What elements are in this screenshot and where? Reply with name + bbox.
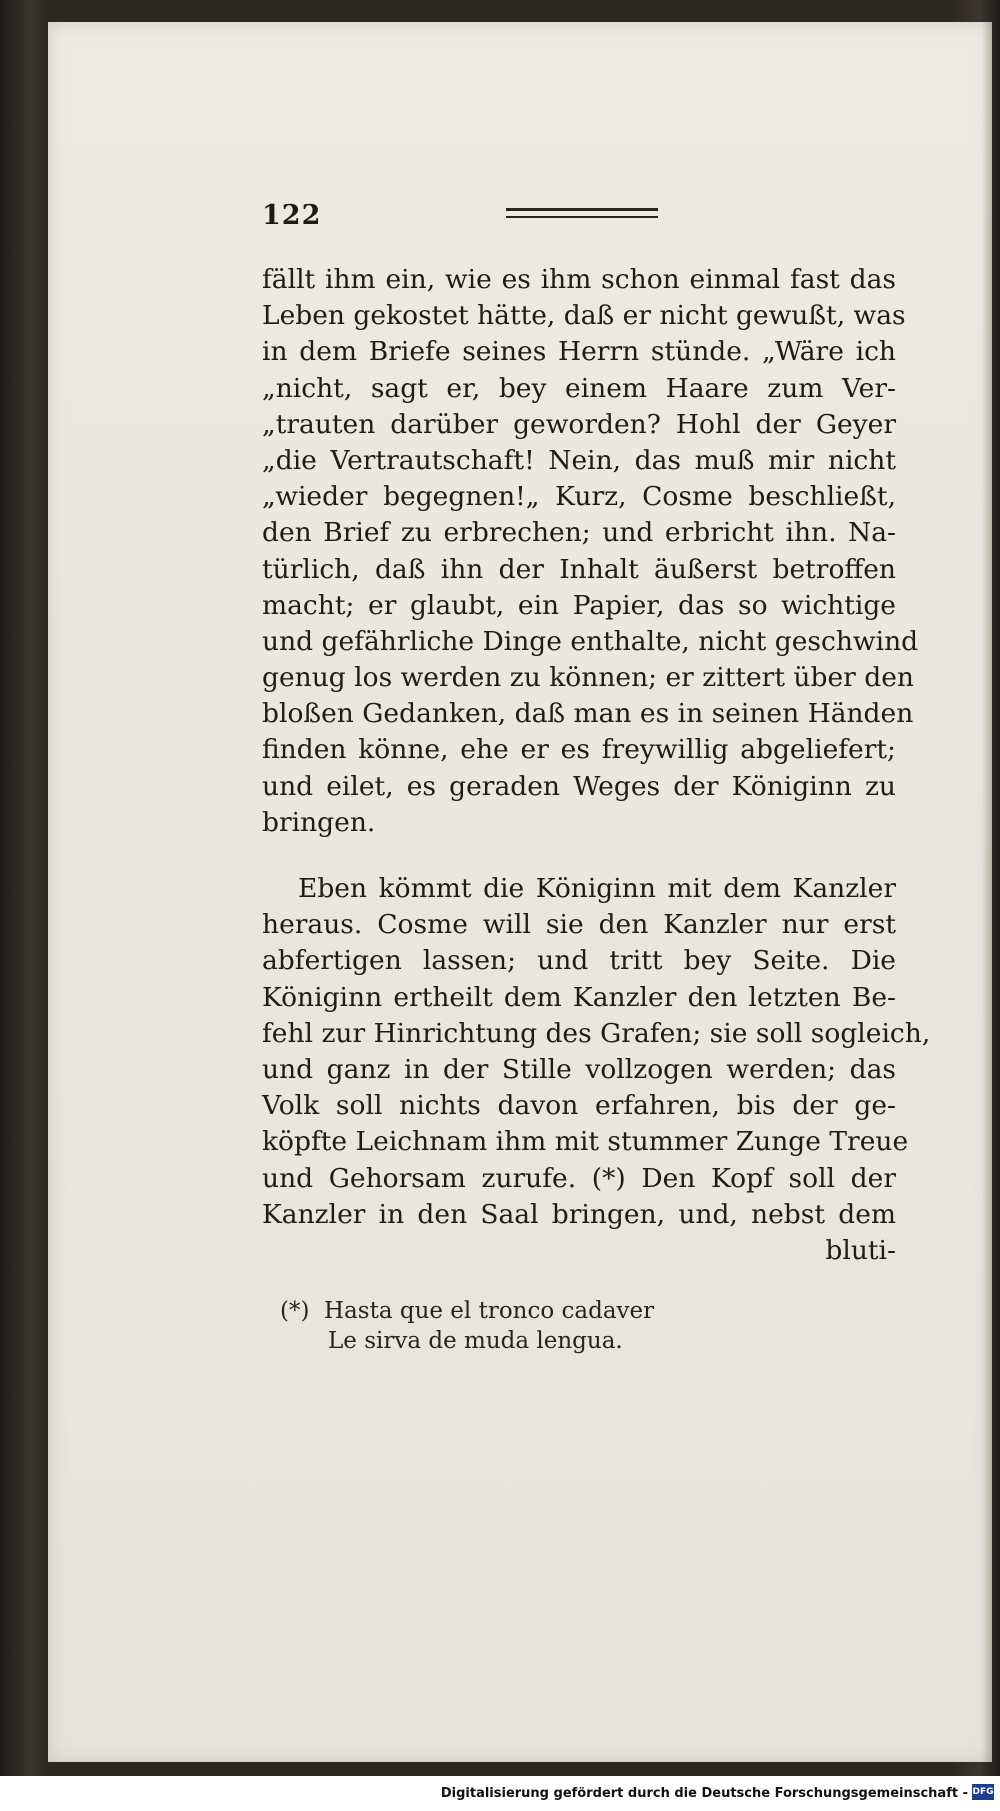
page-number: 122 — [262, 200, 322, 231]
funding-credit: Digitalisierung gefördert durch die Deutsche Forschungsgemeinschaft - — [440, 1786, 968, 1801]
text-line: heraus. Cosme will sie den Kanzler nur erst — [262, 909, 896, 941]
text-line: „wieder begegnen!„ Kurz, Cosme beschließt, — [262, 481, 896, 513]
text-line: Volk soll nichts davon erfahren, bis der ge- — [262, 1090, 896, 1122]
text-line: „die Vertrautschaft! Nein, das muß mir nicht — [262, 444, 896, 476]
text-line: und eilet, es geraden Weges der Königinn zu — [262, 770, 896, 802]
text-line: türlich, daß ihn der Inhalt äußerst betroffen — [262, 553, 896, 585]
digitization-footer — [0, 1776, 1000, 1811]
footnote-line — [280, 1296, 880, 1326]
text-line: genug los werden zu können; er zittert über den — [262, 662, 914, 694]
text-line: Kanzler in den Saal bringen, und, nebst dem — [262, 1198, 896, 1230]
page-edge — [982, 22, 992, 1762]
footnote — [280, 1296, 880, 1356]
text-line: Leben gekostet hätte, daß er nicht gewußt, was — [262, 300, 906, 332]
text-line: finden könne, ehe er es freywillig abgeliefert; — [262, 734, 896, 766]
footnote-text: Hasta que el tronco cadaver — [324, 1298, 655, 1324]
text-line: abfertigen lassen; und tritt bey Seite. Die — [262, 945, 896, 977]
footnote-line: Le sirva de muda lengua. — [328, 1328, 623, 1354]
ornamental-rule — [506, 208, 658, 218]
text-line: fehl zur Hinrichtung des Grafen; sie soll sogleich, — [262, 1017, 931, 1049]
text-line: und Gehorsam zurufe. (*) Den Kopf soll der — [262, 1162, 896, 1194]
text-line: Eben kömmt die Königinn mit dem Kanzler — [298, 873, 896, 904]
text-line: macht; er glaubt, ein Papier, das so wichtige — [262, 589, 896, 621]
running-head — [262, 200, 894, 230]
text-line: „nicht, sagt er, bey einem Haare zum Ver- — [262, 372, 896, 404]
text-line: und gefährliche Dinge enthalte, nicht geschwind — [262, 625, 919, 657]
paragraph-gap — [262, 841, 896, 871]
body-text — [262, 262, 931, 1269]
text-line: fällt ihm ein, wie es ihm schon einmal fast das — [262, 264, 896, 295]
text-line: bringen. — [262, 806, 376, 838]
dfg-logo-icon: DFG — [972, 1784, 994, 1800]
footnote-mark: (*) — [280, 1298, 310, 1324]
text-line: Königinn ertheilt dem Kanzler den letzten Be- — [262, 981, 896, 1013]
text-line: bloßen Gedanken, daß man es in seinen Händen — [262, 698, 914, 730]
text-line: in dem Briefe seines Herrn stünde. „Wäre ich — [262, 336, 896, 368]
text-line: den Brief zu erbrechen; und erbricht ihn. Na- — [262, 517, 896, 549]
catchword: bluti- — [825, 1234, 896, 1266]
text-line: köpfte Leichnam ihm mit stummer Zunge Treue — [262, 1126, 909, 1158]
text-line: und ganz in der Stille vollzogen werden; das — [262, 1053, 896, 1085]
text-line: „trauten darüber geworden? Hohl der Geyer — [262, 408, 896, 440]
